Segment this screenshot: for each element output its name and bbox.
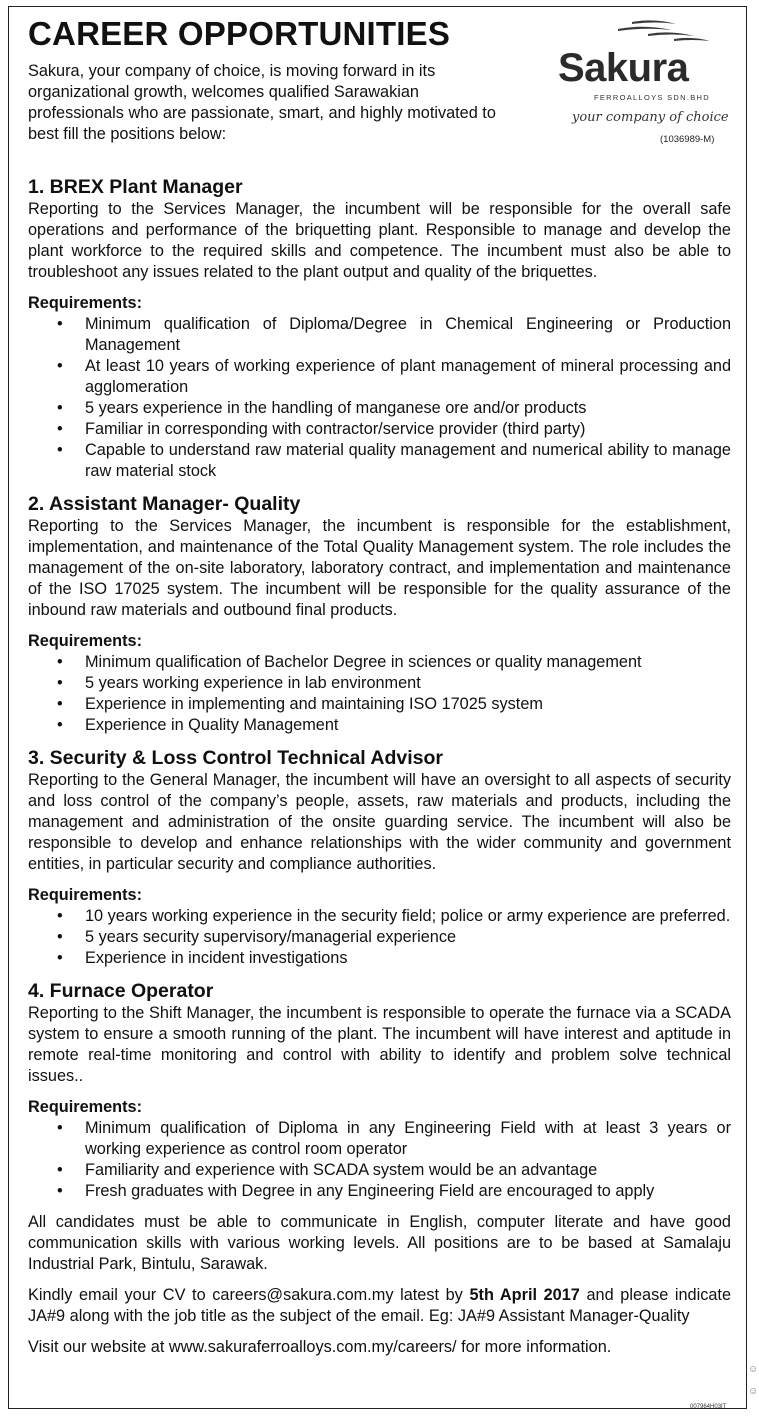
job-section <box>28 175 731 482</box>
requirements-list <box>28 652 731 736</box>
requirement-text: 5 years experience in the handling of manganese ore and/or products <box>85 399 587 417</box>
requirement-text: Familiar in corresponding with contractor/service provider (third party) <box>85 420 586 438</box>
requirement-text: Minimum qualification of Diploma in any Engineering Field with at least 3 years or working experience as control room operator <box>85 1119 731 1158</box>
requirement-text: Minimum qualification of Diploma/Degree in Chemical Engineering or Production Management <box>85 315 731 354</box>
requirements-heading: Requirements: <box>28 1098 142 1116</box>
requirement-text: 10 years working experience in the security field; police or army experience are preferred. <box>85 907 731 925</box>
job-list <box>28 175 731 1202</box>
company-registration: (1036989-M) <box>660 134 715 145</box>
requirement-item <box>28 1118 731 1160</box>
job-title: 1. BREX Plant Manager <box>28 176 243 198</box>
requirement-text: 5 years working experience in lab environment <box>85 674 421 692</box>
requirement-text: Fresh graduates with Degree in any Engineering Field are encouraged to apply <box>85 1182 655 1200</box>
bullet-icon: • <box>57 674 63 692</box>
job-description: Reporting to the General Manager, the incumbent will have an oversight to all aspects of security and loss control of the company’s people, assets, raw materials and products, including the management and administration of the onsite guarding service. The incumbent will also be responsible to develop and enhance relationships with the wider community and government entities, in particular security and compliance authorities. <box>28 771 731 873</box>
requirement-text: Experience in implementing and maintaining ISO 17025 system <box>85 695 543 713</box>
bullet-icon: • <box>57 420 63 438</box>
bullet-icon: • <box>57 1161 63 1179</box>
bullet-icon: • <box>57 1182 63 1200</box>
advert-content <box>28 14 731 1358</box>
bullet-icon: • <box>57 907 63 925</box>
requirements-heading: Requirements: <box>28 632 142 650</box>
job-description: Reporting to the Services Manager, the incumbent is responsible for the establishment, implementation, and maintenance of the Total Quality Management system. The role includes the management of the on-site laboratory, laboratory contract, and implementation and maintenance of the ISO 17025 system. The incumbent will be responsible for the quality assurance of the inbound raw materials and outbound final products. <box>28 517 731 619</box>
bullet-icon: • <box>57 928 63 946</box>
bullet-icon: • <box>57 1119 63 1137</box>
requirement-item <box>28 652 731 673</box>
requirement-item <box>28 356 731 398</box>
requirement-text: At least 10 years of working experience of plant management of mineral processing and agglomeration <box>85 357 731 396</box>
side-mark-icon: ☺ <box>748 1364 759 1375</box>
requirements-heading: Requirements: <box>28 294 142 312</box>
apply-text-end: and please indicate JA#9 along with the job title as the subject of the email. Eg: JA#9 Assistant Manager-Quality <box>28 1286 732 1325</box>
requirement-item <box>28 440 731 482</box>
general-requirements: All candidates must be able to communicate in English, computer literate and have good communication skills with various working levels. All positions are to be based at Samalaju Industrial Park, Bintulu, Sarawak. <box>28 1213 731 1273</box>
requirement-item <box>28 419 731 440</box>
bullet-icon: • <box>57 357 63 375</box>
requirement-text: Capable to understand raw material quality management and numerical ability to manage raw material stock <box>85 441 731 480</box>
application-instructions <box>28 1285 731 1327</box>
requirement-item <box>28 715 731 736</box>
bullet-icon: • <box>57 441 63 459</box>
apply-text-start: Kindly email your CV to careers@sakura.com.my latest by <box>28 1286 470 1304</box>
requirement-item <box>28 906 731 927</box>
requirements-heading: Requirements: <box>28 886 142 904</box>
footer-reference: 007964H03IT <box>690 1404 727 1410</box>
job-section <box>28 492 731 736</box>
apply-deadline: 5th April 2017 <box>469 1286 580 1304</box>
job-title: 2. Assistant Manager- Quality <box>28 493 301 515</box>
job-section <box>28 979 731 1202</box>
logo-subtitle: FERROALLOYS SDN.BHD <box>594 93 710 102</box>
bullet-icon: • <box>57 653 63 671</box>
side-mark-icon: ☺ <box>748 1386 759 1397</box>
bullet-icon: • <box>57 949 63 967</box>
job-title: 3. Security & Loss Control Technical Advisor <box>28 747 444 769</box>
bullet-icon: • <box>57 695 63 713</box>
requirement-text: Experience in incident investigations <box>85 949 348 967</box>
page-title: CAREER OPPORTUNITIES <box>28 15 451 52</box>
website-note: Visit our website at www.sakuraferroalloys.com.my/careers/ for more information. <box>28 1338 612 1356</box>
requirement-item <box>28 1181 731 1202</box>
requirement-item <box>28 927 731 948</box>
job-section <box>28 746 731 969</box>
intro-paragraph: Sakura, your company of choice, is moving forward in its organizational growth, welcomes qualified Sarawakian professionals who are passionate, smart, and highly motivated to best fill the positions below: <box>28 62 496 143</box>
job-description: Reporting to the Shift Manager, the incumbent is responsible to operate the furnace via a SCADA system to ensure a smooth running of the plant. The incumbent will have interest and aptitude in remote real-time monitoring and control with ability to identify and problem solve technical issues.. <box>28 1004 731 1085</box>
requirement-item <box>28 673 731 694</box>
requirement-text: Familiarity and experience with SCADA system would be an advantage <box>85 1161 598 1179</box>
requirement-item <box>28 948 731 969</box>
requirement-text: Experience in Quality Management <box>85 716 339 734</box>
job-title: 4. Furnace Operator <box>28 980 214 1002</box>
job-description: Reporting to the Services Manager, the incumbent will be responsible for the overall safe operations and performance of the briquetting plant. Responsible to manage and develop the plant workforce to the required skills and competence. The incumbent must also be able to troubleshoot any issues related to the plant output and quality of the briquettes. <box>28 200 731 281</box>
bullet-icon: • <box>57 716 63 734</box>
requirement-text: 5 years security supervisory/managerial experience <box>85 928 457 946</box>
requirement-item <box>28 314 731 356</box>
requirements-list <box>28 1118 731 1202</box>
requirement-text: Minimum qualification of Bachelor Degree in sciences or quality management <box>85 653 642 671</box>
requirement-item <box>28 1160 731 1181</box>
bullet-icon: • <box>57 315 63 333</box>
logo-wordmark: Sakura <box>558 46 689 90</box>
bullet-icon: • <box>57 399 63 417</box>
logo-tagline: your company of choice <box>572 110 729 125</box>
requirement-item <box>28 398 731 419</box>
requirement-item <box>28 694 731 715</box>
requirements-list <box>28 906 731 969</box>
requirements-list <box>28 314 731 482</box>
